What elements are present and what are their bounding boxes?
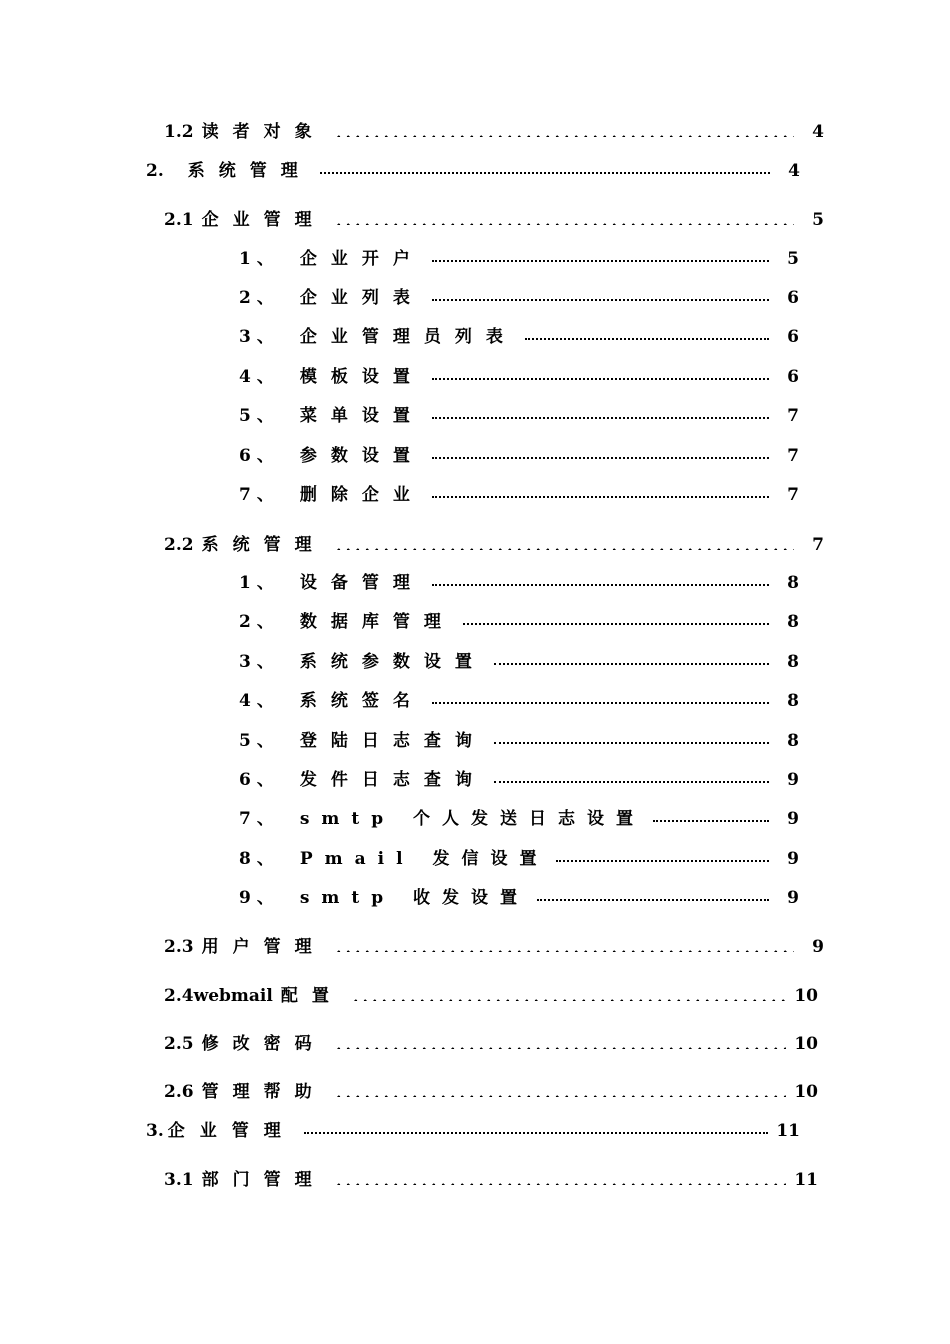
- toc-dot-leader: [334, 1171, 787, 1185]
- toc-entry-page: 9: [812, 937, 824, 957]
- toc-entry-3[interactable]: [146, 1120, 800, 1144]
- toc-entry-title: 数据库管理: [299, 612, 455, 632]
- toc-entry-page: 7: [787, 406, 799, 426]
- toc-entry-title: 发件日志查询: [299, 770, 486, 790]
- toc-entry-title: 系统参数设置: [299, 652, 486, 672]
- toc-entry-title: 企业列表: [299, 288, 424, 308]
- toc-dot-leader: [334, 536, 794, 550]
- toc-dot-leader: [525, 324, 769, 340]
- toc-entry-2-2-6[interactable]: [239, 769, 799, 793]
- toc-entry-number: 2.3: [164, 937, 194, 957]
- toc-entry-2-3[interactable]: [164, 936, 824, 960]
- toc-dot-leader: [304, 1118, 769, 1134]
- toc-entry-title: Pmail 发信设置: [299, 849, 549, 869]
- toc-dot-leader: [334, 938, 794, 952]
- toc-entry-title: 管理帮助: [201, 1082, 326, 1102]
- toc-entry-number: 9、: [239, 888, 280, 908]
- toc-dot-leader: [334, 1035, 787, 1049]
- toc-dot-leader: [494, 728, 769, 744]
- toc-dot-leader: [653, 806, 769, 822]
- toc-entry-number: 5、: [239, 731, 280, 751]
- toc-entry-2-2-4[interactable]: [239, 690, 799, 714]
- toc-dot-leader: [494, 649, 769, 665]
- toc-entry-number: 2.6: [164, 1082, 194, 1102]
- toc-entry-title: 读者对象: [201, 122, 326, 142]
- toc-entry-title: 部门管理: [201, 1170, 326, 1190]
- toc-entry-number: 6、: [239, 770, 280, 790]
- toc-dot-leader: [432, 570, 769, 586]
- toc-dot-leader: [432, 364, 769, 380]
- toc-entry-2-2[interactable]: [164, 534, 824, 558]
- toc-entry-2-1-4[interactable]: [239, 366, 799, 390]
- toc-entry-title: smtp 收发设置: [299, 888, 530, 908]
- toc-dot-leader: [556, 846, 769, 862]
- toc-entry-title: 模板设置: [299, 367, 424, 387]
- toc-entry-number: 2.2: [164, 535, 194, 555]
- toc-entry-title: 菜单设置: [299, 406, 424, 426]
- toc-entry-title: 企业管理员列表: [299, 327, 517, 347]
- toc-entry-page: 8: [787, 573, 799, 593]
- toc-entry-2-1-3[interactable]: [239, 326, 799, 350]
- toc-entry-title: 参数设置: [299, 446, 424, 466]
- toc-entry-number: 3、: [239, 652, 280, 672]
- toc-entry-number: 5、: [239, 406, 280, 426]
- toc-dot-leader: [432, 482, 769, 498]
- toc-entry-title: 删除企业: [299, 485, 424, 505]
- toc-entry-2-4[interactable]: [164, 985, 818, 1009]
- toc-entry-page: 9: [787, 770, 799, 790]
- toc-entry-2-1[interactable]: [164, 209, 824, 233]
- toc-entry-number: 2.5: [164, 1034, 194, 1054]
- toc-entry-page: 10: [794, 1034, 818, 1054]
- toc-entry-2-2-9[interactable]: [239, 887, 799, 911]
- toc-entry-title: 修改密码: [201, 1034, 326, 1054]
- toc-entry-2-5[interactable]: [164, 1033, 818, 1057]
- toc-entry-page: 8: [787, 691, 799, 711]
- toc-entry-number: 3、: [239, 327, 280, 347]
- toc-entry-page: 5: [812, 210, 824, 230]
- toc-entry-number: 2、: [239, 612, 280, 632]
- toc-entry-2-1-5[interactable]: [239, 405, 799, 429]
- toc-dot-leader: [334, 1083, 787, 1097]
- toc-entry-2-2-2[interactable]: [239, 611, 799, 635]
- toc-entry-title: smtp 个人发送日志设置: [299, 809, 646, 829]
- toc-entry-2-2-7[interactable]: [239, 808, 799, 832]
- toc-entry-number: 2.4webmail: [164, 986, 273, 1006]
- toc-entry-title: 用户管理: [201, 937, 326, 957]
- toc-entry-page: 11: [794, 1170, 818, 1190]
- toc-entry-title: 企业管理: [201, 210, 326, 230]
- toc-entry-2-1-7[interactable]: [239, 484, 799, 508]
- toc-entry-number: 2、: [239, 288, 280, 308]
- toc-entry-page: 8: [787, 612, 799, 632]
- toc-entry-page: 11: [776, 1121, 800, 1141]
- toc-entry-number: 1.2: [164, 122, 194, 142]
- toc-entry-number: 1、: [239, 249, 280, 269]
- toc-entry-page: 7: [787, 446, 799, 466]
- toc-entry-title: 系统签名: [299, 691, 424, 711]
- toc-entry-number: 2.: [146, 161, 164, 181]
- toc-entry-1-2[interactable]: [164, 121, 824, 145]
- toc-entry-page: 10: [794, 986, 818, 1006]
- toc-dot-leader: [432, 443, 769, 459]
- toc-entry-number: 7、: [239, 809, 280, 829]
- toc-entry-page: 4: [788, 161, 800, 181]
- toc-entry-2-2-5[interactable]: [239, 730, 799, 754]
- toc-entry-2-1-1[interactable]: [239, 248, 799, 272]
- toc-dot-leader: [334, 123, 794, 137]
- toc-entry-title: 系统管理: [201, 535, 326, 555]
- toc-entry-page: 7: [812, 535, 824, 555]
- toc-entry-title: 企业开户: [299, 249, 424, 269]
- toc-dot-leader: [432, 403, 769, 419]
- toc-dot-leader: [320, 158, 770, 174]
- toc-entry-title: 登陆日志查询: [299, 731, 486, 751]
- toc-entry-title: 企业管理: [167, 1121, 296, 1141]
- toc-entry-title: 系统管理: [187, 161, 312, 181]
- toc-entry-2-1-6[interactable]: [239, 445, 799, 469]
- toc-entry-number: 6、: [239, 446, 280, 466]
- toc-dot-leader: [432, 688, 769, 704]
- toc-dot-leader: [432, 246, 769, 262]
- toc-entry-number: 7、: [239, 485, 280, 505]
- toc-entry-page: 10: [794, 1082, 818, 1102]
- toc-entry-title: 配置: [280, 986, 343, 1006]
- toc-entry-2-6[interactable]: [164, 1081, 818, 1105]
- toc-entry-2-2-3[interactable]: [239, 651, 799, 675]
- toc-entry-number: 8、: [239, 849, 280, 869]
- toc-entry-page: 5: [787, 249, 799, 269]
- toc-entry-number: 1、: [239, 573, 280, 593]
- toc-entry-page: 8: [787, 731, 799, 751]
- toc-dot-leader: [334, 211, 794, 225]
- toc-entry-number: 3.: [146, 1121, 164, 1141]
- toc-entry-2-2-1[interactable]: [239, 572, 799, 596]
- toc-entry-page: 7: [787, 485, 799, 505]
- toc-entry-3-1[interactable]: [164, 1169, 818, 1193]
- toc-entry-number: 4、: [239, 367, 280, 387]
- toc-entry-2-2-8[interactable]: [239, 848, 799, 872]
- toc-entry-2[interactable]: [146, 160, 800, 184]
- toc-entry-title: 设备管理: [299, 573, 424, 593]
- toc-dot-leader: [463, 609, 769, 625]
- toc-dot-leader: [432, 285, 769, 301]
- toc-entry-page: 9: [787, 809, 799, 829]
- toc-entry-page: 4: [812, 122, 824, 142]
- toc-entry-page: 6: [787, 367, 799, 387]
- toc-entry-number: 3.1: [164, 1170, 194, 1190]
- toc-entry-number: 4、: [239, 691, 280, 711]
- toc-entry-number: 2.1: [164, 210, 194, 230]
- toc-entry-page: 8: [787, 652, 799, 672]
- toc-entry-page: 9: [787, 849, 799, 869]
- toc-entry-page: 6: [787, 327, 799, 347]
- toc-entry-2-1-2[interactable]: [239, 287, 799, 311]
- toc-dot-leader: [494, 767, 769, 783]
- toc-dot-leader: [537, 885, 769, 901]
- toc-entry-page: 6: [787, 288, 799, 308]
- toc-entry-page: 9: [787, 888, 799, 908]
- toc-dot-leader: [351, 987, 786, 1001]
